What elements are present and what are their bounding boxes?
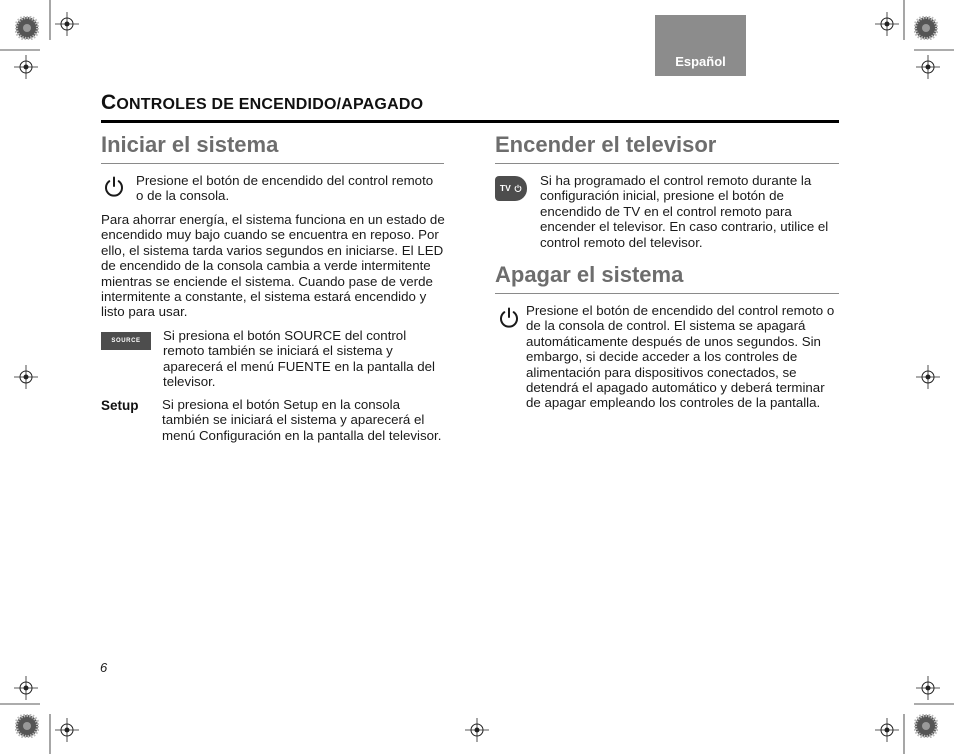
heading-encender-tv: Encender el televisor [495, 132, 717, 157]
source-button: SOURCE [101, 332, 151, 350]
page-title-rest: ONTROLES DE ENCENDIDO/APAGADO [116, 96, 424, 113]
off-note: Presione el botón de encendido del control remoto o de la consola de control. El sistema se apagará automáticamente después de unos segundos. Sin embargo, si decide acceder a los controles de alimentación para dispositivos conectados, se detendrá el apagado automático y deberá terminar de apagar empleando los controles de la pantalla. [526, 303, 835, 411]
power-note: Presione el botón de encendido del control remoto o de la consola. [136, 173, 434, 204]
body-text: Para ahorrar energía, el sistema funciona en un estado de encendido muy bajo cuando se encuentra en reposo. Por ello, el sistema tarda varios segundos en iniciarse. El LED de encendido de la consola cambia a verde intermitente mientras se enciende el sistema. Cuando pase de verde intermitente a constante, el sistema estará encendido y listo para usar. [101, 212, 445, 320]
registration-mark-icon [465, 718, 489, 742]
registration-mark-icon [55, 12, 79, 36]
tv-note: Si ha programado el control remoto durante la configuración inicial, presione el botón de encendido de TV en el control remoto para encender el televisor. En caso contrario, utilice el control remoto del televisor. [540, 173, 829, 250]
registration-mark-icon [916, 365, 940, 389]
heading-iniciar: Iniciar el sistema [101, 132, 279, 157]
setup-label: Setup [101, 398, 139, 413]
language-tab-label: Español [675, 54, 726, 69]
color-target-icon [15, 714, 39, 738]
color-target-icon [15, 16, 39, 40]
registration-mark-icon [875, 12, 899, 36]
registration-mark-icon [875, 718, 899, 742]
color-target-icon [914, 16, 938, 40]
registration-mark-icon [916, 676, 940, 700]
page-title-initial: C [101, 91, 117, 114]
registration-mark-icon [14, 365, 38, 389]
registration-mark-icon [55, 718, 79, 742]
heading-apagar: Apagar el sistema [495, 262, 684, 287]
tv-button-label: TV [499, 183, 511, 193]
registration-mark-icon [14, 676, 38, 700]
color-target-icon [914, 714, 938, 738]
source-note: Si presiona el botón SOURCE del control remoto también se iniciará el sistema y aparecerá el menú FUENTE en la pantalla del televisor. [163, 328, 435, 390]
setup-note: Si presiona el botón Setup en la consola también se iniciará el sistema y aparecerá el menú Configuración en la pantalla del televisor. [162, 397, 442, 443]
registration-mark-icon [916, 55, 940, 79]
page-number: 6 [100, 660, 108, 675]
registration-mark-icon [14, 55, 38, 79]
